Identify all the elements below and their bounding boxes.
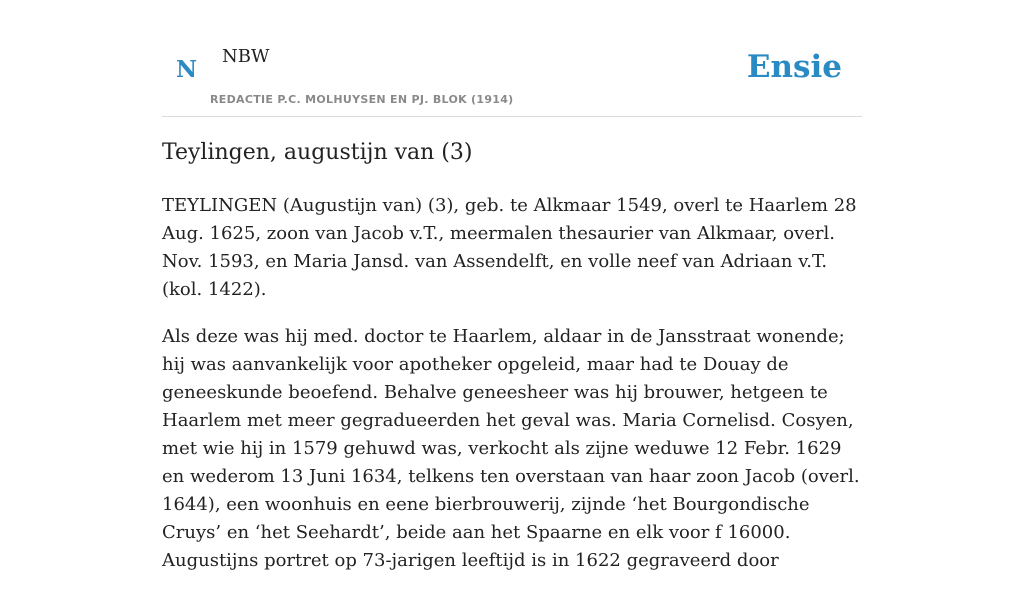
article-paragraph: Als deze was hij med. doctor te Haarlem, aldaar in de Jansstraat wonende; hij was aanvankelijk voor apotheker opgeleid, maar had te Douay de geneeskunde beoefend. Behalve geneesheer was hij brouwer, hetgeen te Haarlem met meer gegradueerden het geval was. Maria Cornelisd. Cosyen, met wie hij in 1579 gehuwd was, verkocht als zijne weduwe 12 Febr. 1629 en wederom 13 Juni 1634, telkens ten overstaan van haar zoon Jacob (overl. 1644), een woonhuis en eene bierbrouwerij, zijnde ‘het Bourgondische Cruys’ en ‘het Seehardt’, beide aan het Spaarne en elk voor f 16000. Augustijns portret op 73-jarigen leeftijd is in 1622 gegraveerd door [162,326,860,571]
article-body [162,192,866,594]
source-subtitle: REDACTIE P.C. MOLHUYSEN EN PJ. BLOK (1914) [210,93,514,106]
ensie-logo[interactable]: Ensie [746,49,842,85]
page-title: Teylingen, augustijn van (3) [162,140,473,165]
source-logo[interactable]: N [176,56,198,83]
article-paragraph: TEYLINGEN (Augustijn van) (3), geb. te Alkmaar 1549, overl te Haarlem 28 Aug. 1625, zoon van Jacob v.T., meermalen thesaurier van Alkmaar, overl. Nov. 1593, en Maria Jansd. van Assendelft, en volle neef van Adriaan v.T. (kol. 1422). [162,195,857,300]
source-name-link[interactable]: NBW [222,46,270,67]
source-header [162,0,862,117]
